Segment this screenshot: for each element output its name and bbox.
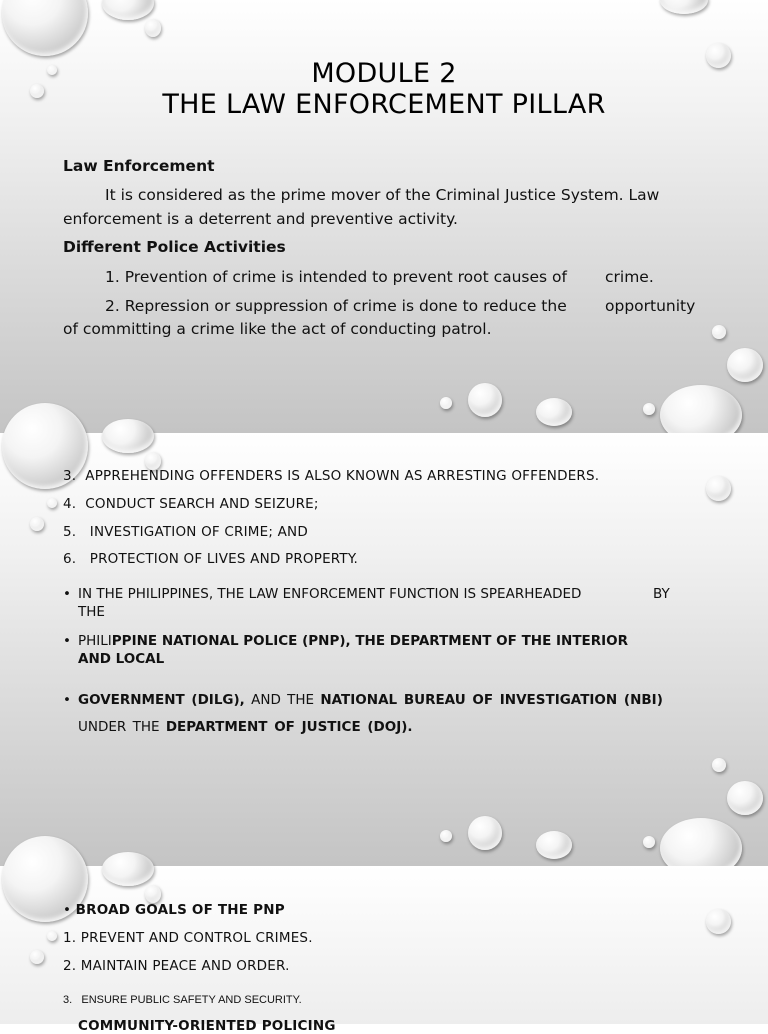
bullet-text-line-2: AND LOCAL [78,651,165,667]
water-drop-decoration [468,816,502,850]
water-drop-decoration [468,383,502,417]
water-drop-decoration [30,517,44,531]
bullet-broad-goals [63,902,285,918]
paragraph-line: It is considered as the prime mover of the Criminal Justice System. Law [105,186,660,204]
list-item-4 [63,496,319,512]
list-text: INVESTIGATION OF CRIME; AND [89,524,308,540]
title-line-2: THE LAW ENFORCEMENT PILLAR [162,89,606,120]
activity-item-2-end: opportunity [605,297,696,315]
list-text: ENSURE PUBLIC SAFETY AND SECURITY. [81,994,302,1006]
water-drop-decoration [102,0,154,20]
bullet-text-bold: DEPARTMENT OF JUSTICE (DOJ). [165,719,413,735]
title-line-1: MODULE 2 [311,58,457,89]
water-drop-decoration [102,419,154,453]
water-drop-decoration [536,831,572,859]
list-text: CONDUCT SEARCH AND SEIZURE; [85,496,319,512]
water-drop-decoration [706,476,731,501]
activity-item-2: 2. Repression or suppression of crime is done to reduce the [105,297,567,315]
list-number: 4. [63,496,77,512]
list-number: 5. [63,524,77,540]
water-drop-decoration [660,0,708,14]
activity-item-1: 1. Prevention of crime is intended to prevent root causes of [105,268,567,286]
water-drop-decoration [145,885,161,903]
water-drop-decoration [712,758,726,772]
bullet-text-line-2: THE [78,604,105,620]
bullet-icon: • [63,633,71,649]
list-item-3 [63,468,599,484]
bullet-icon: • [63,586,71,602]
list-number: 3. [63,994,73,1006]
water-drop-decoration [712,325,726,339]
water-drop-decoration [30,950,44,964]
water-drop-decoration [727,348,763,382]
activity-item-1-end: crime. [605,268,654,286]
list-item-6 [63,551,358,567]
water-drop-decoration [2,0,88,56]
bullet-text-by: BY [653,586,670,602]
bullet-philippines [63,585,713,621]
heading-law-enforcement: Law Enforcement [63,157,215,175]
water-drop-decoration [643,403,655,415]
bullet-text-bold: COMMUNITY-ORIENTED POLICING [78,1018,336,1034]
bullet-text: IN THE PHILIPPINES, THE LAW ENFORCEMENT FUNCTION IS SPEARHEADED [78,586,582,602]
bullet-icon: • [63,692,71,708]
bullet-text: AND THE [251,692,315,708]
bullet-text-bold: BROAD GOALS OF THE PNP [75,902,285,918]
water-drop-decoration [145,19,161,37]
water-drop-decoration [102,852,154,886]
list-item-5 [63,524,308,540]
list-text: APPREHENDING OFFENDERS IS ALSO KNOWN AS ARRESTING OFFENDERS. [85,468,600,484]
goal-item-2: 2. MAINTAIN PEACE AND ORDER. [63,958,290,974]
water-drop-decoration [727,781,763,815]
goal-item-1: 1. PREVENT AND CONTROL CRIMES. [63,930,313,946]
bullet-text-bold: PPINE NATIONAL POLICE (PNP), THE DEPARTMENT OF THE INTERIOR [111,633,629,649]
water-drop-decoration [440,397,452,409]
slide-2 [0,433,768,866]
bullet-pnp [63,632,713,668]
slide-1 [0,0,768,433]
bullet-text-bold: GOVERNMENT (DILG), [78,692,245,708]
list-number: 3. [63,468,77,484]
bullet-icon: • [63,902,72,918]
slide-title [0,58,768,120]
heading-police-activities: Different Police Activities [63,238,286,256]
water-drop-decoration [536,398,572,426]
activity-item-2-line-2: of committing a crime like the act of conducting patrol. [63,320,492,338]
bullet-text: UNDER THE [78,719,160,735]
water-drop-decoration [47,931,57,941]
bullet-dilg-nbi [63,687,713,741]
list-text: PROTECTION OF LIVES AND PROPERTY. [89,551,359,567]
water-drop-decoration [47,498,57,508]
goal-item-3 [63,994,302,1006]
slide-3 [0,866,768,1034]
paragraph-line: enforcement is a deterrent and preventive activity. [63,210,458,228]
water-drop-decoration [706,909,731,934]
bullet-text-bold: NATIONAL BUREAU OF INVESTIGATION (NBI) [320,692,663,708]
bullet-community-policing [78,1018,336,1034]
water-drop-decoration [643,836,655,848]
bullet-text: PHILI [78,633,112,649]
list-number: 6. [63,551,77,567]
water-drop-decoration [440,830,452,842]
